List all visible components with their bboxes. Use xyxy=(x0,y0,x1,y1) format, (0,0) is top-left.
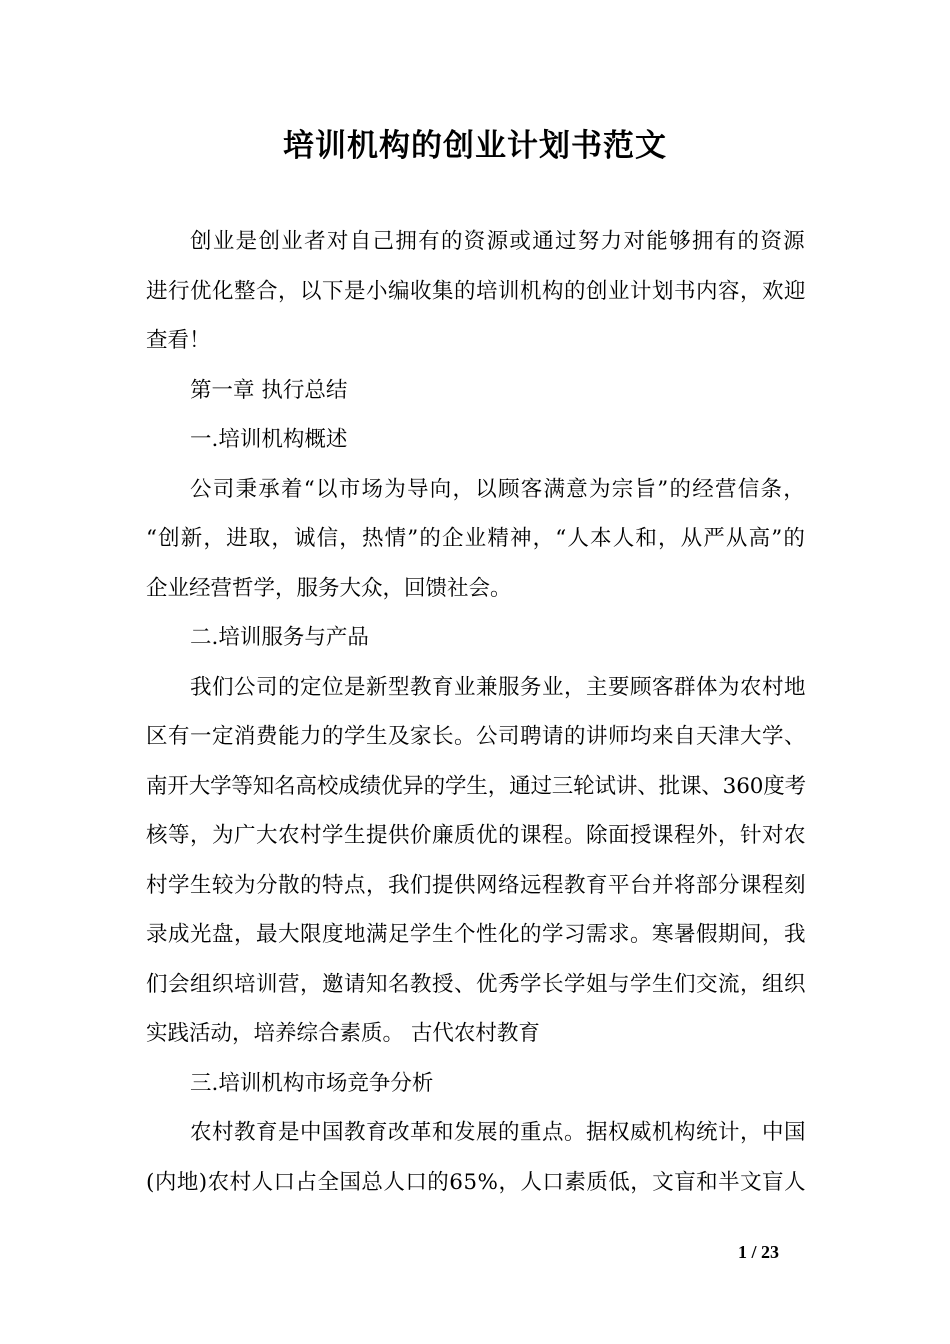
text-line: 二.培训服务与产品 xyxy=(190,625,369,650)
text-line: 核等，为广大农村学生提供价廉质优的课程。除面授课程外，针对农 xyxy=(146,823,806,848)
text-line: 企业经营哲学，服务大众，回馈社会。 xyxy=(146,575,512,601)
text-line-container xyxy=(146,564,806,614)
text-line-container xyxy=(146,613,806,663)
text-line-container xyxy=(146,861,806,911)
text-line-container xyxy=(146,811,806,861)
text-line: 查看！ xyxy=(146,328,211,353)
text-line: “创新，进取，诚信，热情”的企业精神，“人本人和，从严从高”的 xyxy=(146,526,806,551)
text-line: 我们公司的定位是新型教育业兼服务业，主要顾客群体为农村地 xyxy=(190,674,806,700)
text-line-container xyxy=(146,712,806,762)
text-line: 三.培训机构市场竞争分析 xyxy=(190,1070,434,1096)
text-line: (内地)农村人口占全国总人口的65%，人口素质低，文盲和半文盲人 xyxy=(146,1169,806,1195)
text-line: 进行优化整合，以下是小编收集的培训机构的创业计划书内容，欢迎 xyxy=(146,278,806,304)
text-line-container xyxy=(146,465,806,515)
text-line-container xyxy=(146,217,806,267)
text-line-container xyxy=(146,1059,806,1109)
text-line-container xyxy=(146,316,806,366)
text-line-container xyxy=(146,1158,806,1208)
document-body xyxy=(146,217,806,1207)
text-line-container xyxy=(146,960,806,1010)
text-line: 公司秉承着“以市场为导向，以顾客满意为宗旨”的经营信条， xyxy=(190,476,806,502)
text-line: 们会组织培训营，邀请知名教授、优秀学长学姐与学生们交流，组织 xyxy=(146,971,806,997)
text-line-container xyxy=(146,1009,806,1059)
text-line: 村学生较为分散的特点，我们提供网络远程教育平台并将部分课程刻 xyxy=(146,872,806,898)
text-line: 区有一定消费能力的学生及家长。公司聘请的讲师均来自天津大学、 xyxy=(146,724,806,749)
document-title: 培训机构的创业计划书范文 xyxy=(283,128,667,164)
page-number: 1 / 23 xyxy=(738,1242,780,1262)
text-line: 南开大学等知名高校成绩优异的学生，通过三轮试讲、批课、360度考 xyxy=(146,773,806,799)
text-line: 第一章 执行总结 xyxy=(190,377,348,403)
text-line-container xyxy=(146,1108,806,1158)
text-line: 录成光盘，最大限度地满足学生个性化的学习需求。寒暑假期间，我 xyxy=(146,922,806,947)
text-line: 一.培训机构概述 xyxy=(190,427,348,452)
text-line: 创业是创业者对自己拥有的资源或通过努力对能够拥有的资源 xyxy=(190,229,806,254)
text-line: 实践活动，培养综合素质。 古代农村教育 xyxy=(146,1021,540,1046)
text-line-container xyxy=(146,514,806,564)
text-line-container xyxy=(146,910,806,960)
text-line-container xyxy=(146,267,806,317)
text-line: 农村教育是中国教育改革和发展的重点。据权威机构统计，中国 xyxy=(190,1120,806,1145)
text-line-container xyxy=(146,762,806,812)
text-line-container xyxy=(146,366,806,416)
text-line-container xyxy=(146,415,806,465)
text-line-container xyxy=(146,663,806,713)
